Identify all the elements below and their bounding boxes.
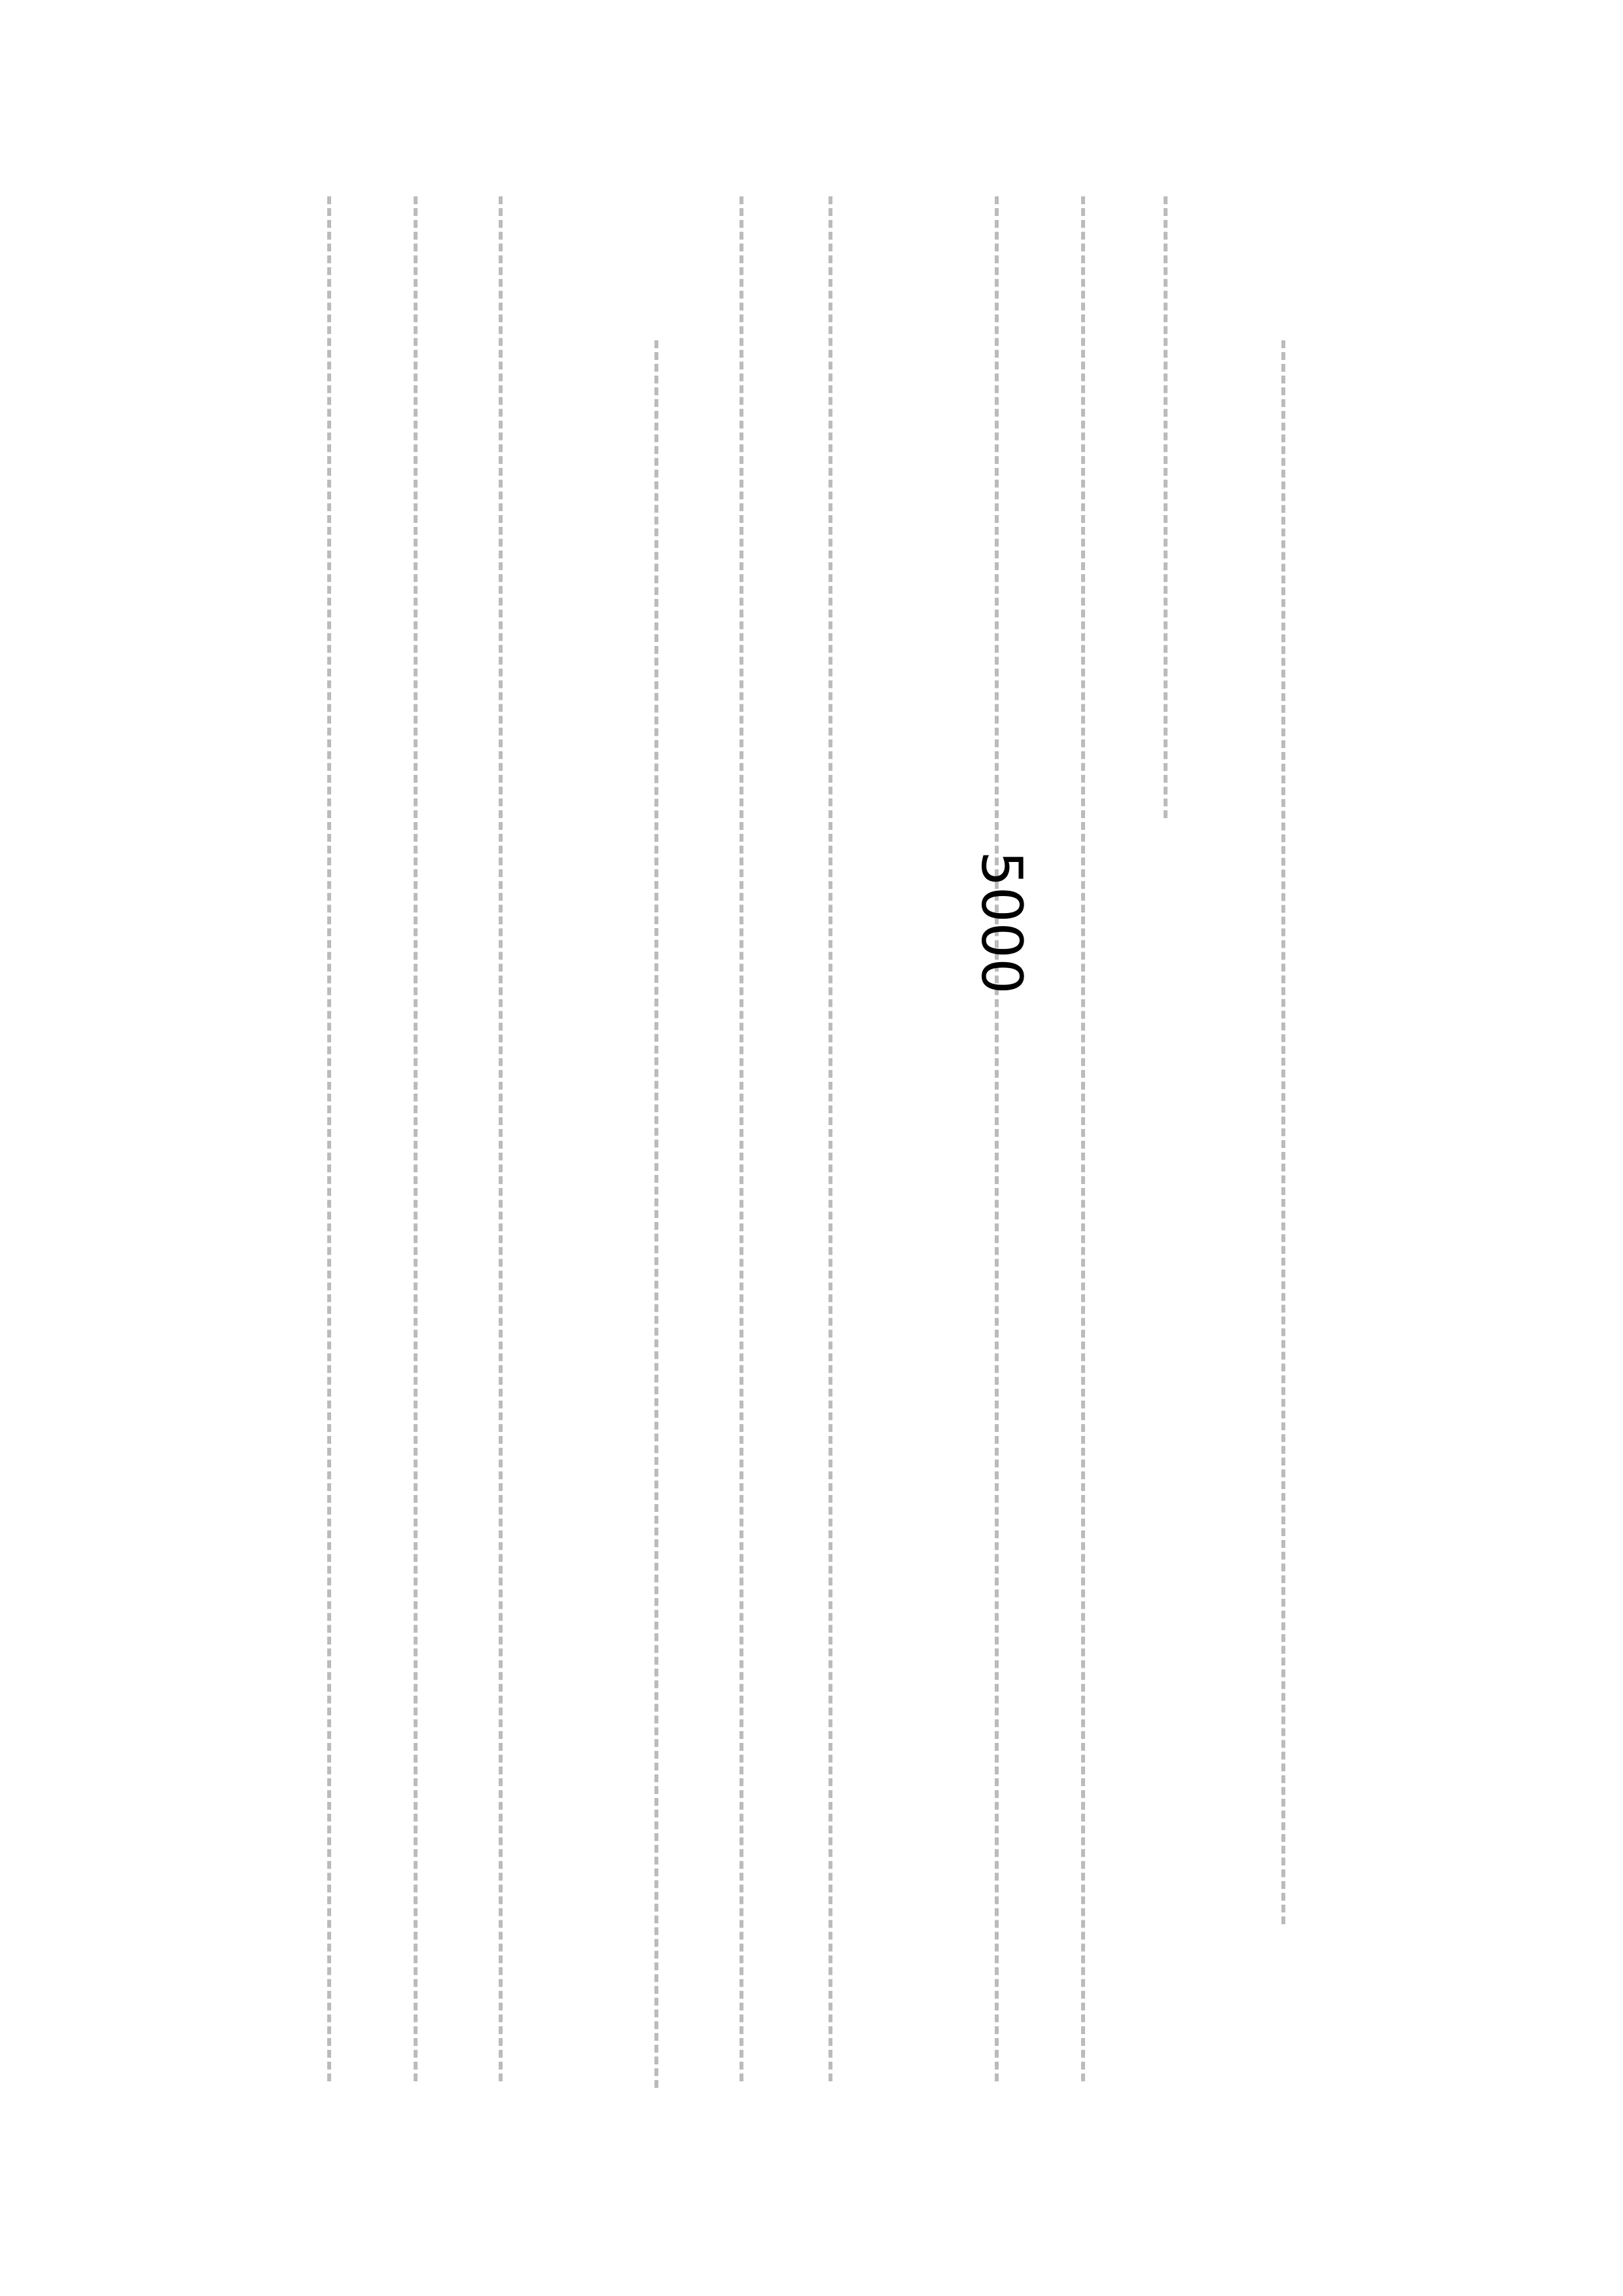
text-column-7-placeholder	[654, 340, 658, 2088]
text-column-2-placeholder	[1164, 196, 1168, 818]
text-column-5-placeholder	[829, 196, 832, 2081]
text-column-8-placeholder	[499, 196, 503, 2081]
text-column-4-placeholder	[995, 196, 999, 2081]
text-column-6-placeholder	[740, 196, 743, 2081]
text-column-3-placeholder	[1081, 196, 1085, 2081]
text-column-1-placeholder	[1281, 340, 1285, 1924]
text-column-9-placeholder	[414, 196, 418, 2081]
text-column-10-placeholder	[327, 196, 331, 2081]
number-5000: 5000	[969, 851, 1034, 994]
